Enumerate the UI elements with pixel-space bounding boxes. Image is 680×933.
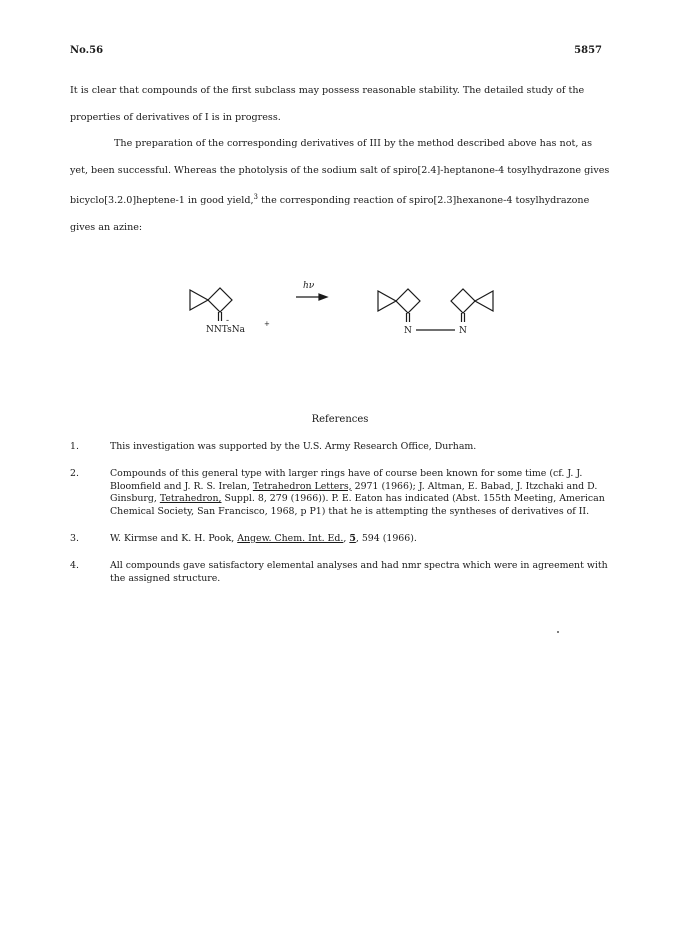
footnote-ref-3: 3 [253,193,258,201]
journal-name: Tetrahedron, [159,493,222,505]
product-nitrogen-right: N [459,326,467,336]
reaction-arrow-head [319,294,327,300]
journal-issue-number: No.56 [70,45,104,56]
reference-text: All compounds gave satisfactory elemental analyses and had nmr spectra which were in agreement with the assigned structure. [110,559,608,584]
reference-3 [70,533,610,546]
reference-number: 4. [70,559,79,571]
reference-text [110,533,610,546]
product-cyclopropane-left [378,291,396,311]
journal-name: Angew. Chem. Int. Ed. [237,532,344,544]
references-list [70,441,610,599]
reaction-scheme [170,275,510,345]
reference-text [110,468,610,519]
stray-mark [557,631,559,633]
reference-text-part: Suppl. 8, 279 (1966)). P. E. Eaton has indicated (Abst. 155th Meeting, American Chemical Society, San Francisco, 1968, p P1) that he is attempting the syntheses of derivatives of II. [110,493,605,518]
product-cyclobutane-left [396,289,420,313]
reactant-cyclopropane [190,290,208,310]
reference-2 [70,468,610,519]
page-number: 5857 [574,45,602,56]
reference-text-part: Compounds of this general type with larger rings have of course been known for some time (cf. J. J. Bloomfield and J. R. S. Irelan, [110,467,583,492]
paragraph-2-part-a: The preparation of the corresponding derivatives of III by the method described above has not, as yet, been successful. Whereas the photolysis of the sodium salt of spiro[2.4]-heptanone-4 tosylhydrazone gives bicyclo[3.2.0]heptene-1 in good yield, [70,138,610,207]
journal-name: Tetrahedron Letters, [252,480,352,492]
arrow-label: hν [303,281,315,291]
reference-text-part: , [343,532,350,544]
reactant-charge: + [264,320,270,328]
reference-4 [70,560,610,586]
paragraph-2 [70,131,610,241]
reactant-label: NNTsNa [206,325,245,335]
product-cyclobutane-right [451,289,475,313]
reference-text: This investigation was supported by the U.S. Army Research Office, Durham. [110,441,477,452]
reference-number: 2. [70,467,79,479]
reference-1 [70,441,610,454]
product-nitrogen-left: N [404,326,412,336]
reference-text-part: W. Kirmse and K. H. Pook, [110,532,238,544]
paragraph-1: It is clear that compounds of the first subclass may possess reasonable stability. The detailed study of the properties of derivatives of I is in progress. [70,85,585,123]
reference-text-part: , 594 (1966). [355,532,417,544]
reactant-cyclobutane [208,288,232,312]
reference-text-part: 2971 (1966); J. Altman, E. Babad, J. Itzchaki and D. Ginsburg, [110,480,598,505]
references-title: References [311,414,369,425]
paragraph-2-part-b: the corresponding reaction of spiro[2.3]hexanone-4 tosylhydrazone gives an azine: [70,195,590,233]
product-cyclopropane-right [475,291,493,311]
reference-number: 3. [70,532,79,544]
volume-number: 5 [349,532,356,544]
reactant-minus: - [226,316,230,326]
reference-number: 1. [70,441,79,452]
body-text [70,78,610,241]
